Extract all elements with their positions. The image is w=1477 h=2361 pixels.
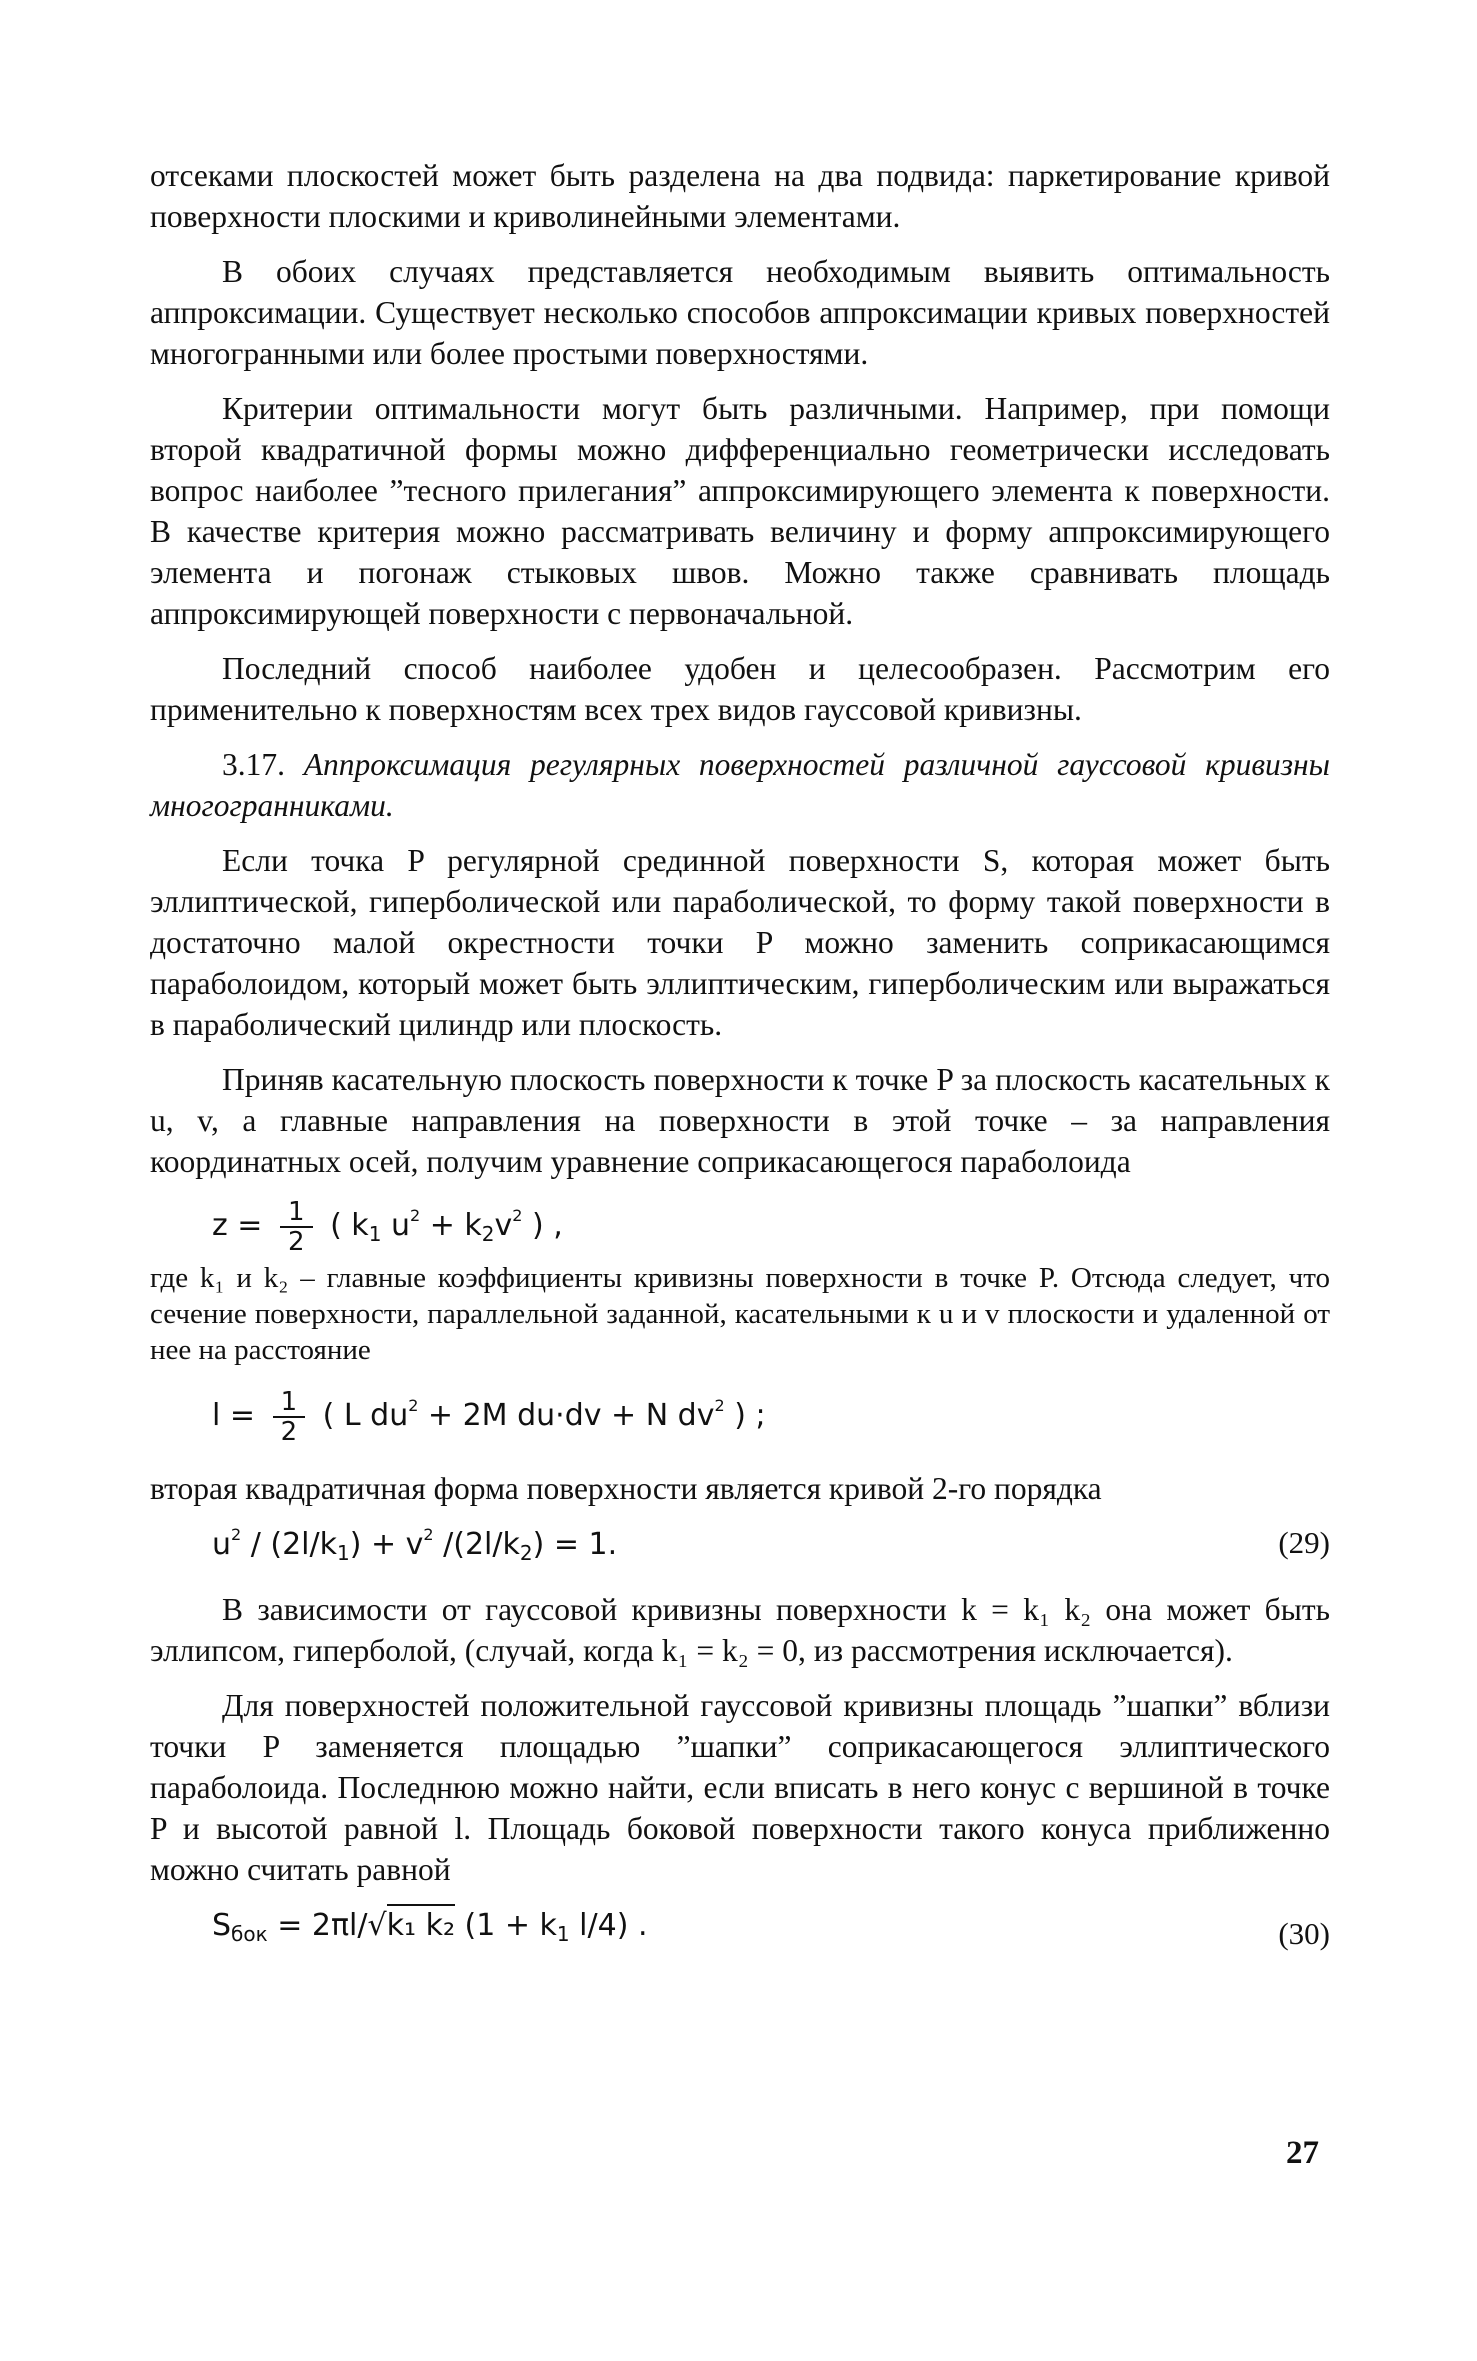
formula-30: $S_{бок} = 2\pi l/√k_1$ k₂ ($1 + k_1$ l/4) . (30) (150, 1906, 1330, 1966)
paragraph-1: отсеками плоскостей может быть разделена на два подвида: паркетирование кривой поверхности плоскими и криволинейными элементами. (150, 158, 1330, 234)
paragraph-2: В обоих случаях представляется необходимым выявить оптимальность аппроксимации. Существует несколько способов аппроксимации кривых поверхностей многогранными или более простыми поверхностями. (150, 254, 1330, 371)
text-column (150, 155, 1330, 1966)
equation-number-30: (30) (1278, 1916, 1330, 1951)
paragraph-9: В зависимости от гауссовой кривизны поверхности k = k₁ k₂ она может быть эллипсом, гиперболой, (случай, когда k₁ = k₂ = 0, из рассмотрения исключается). (150, 1592, 1330, 1668)
section-title: Аппроксимация регулярных поверхностей различной гауссовой кривизны многогранниками. (150, 747, 1331, 823)
formula-29: $u^2 / (2l/k_1) + v^2$ $/(2l/k_2) = 1$. (29) (212, 1525, 1330, 1565)
paragraph-5: Если точка P регулярной срединной поверхности S, которая может быть эллиптической, гиперболической или параболической, то форму такой поверхности в достаточно малой окрестности точки P можно заменить соприкасающимся параболоидом, который может быть эллиптическим, гиперболическим или выражаться в параболический цилиндр или плоскость. (150, 843, 1330, 1042)
section-heading (150, 744, 1330, 826)
paragraph-4: Последний способ наиболее удобен и целесообразен. Рассмотрим его применительно к поверхностям всех трех видов гауссовой кривизны. (150, 651, 1330, 727)
fraction-half: $\frac{1}{2}$ (280, 1198, 313, 1256)
paragraph-3: Критерии оптимальности могут быть различными. Например, при помощи второй квадратичной формы можно дифференциально геометрически исследовать вопрос наиболее ”тесного прилегания” аппроксимирующего элемента к поверхности. В качестве критерия можно рассматривать величину и форму аппроксимирующего элемента и погонаж стыковых швов. Можно также сравнивать площадь аппроксимирующей поверхности с первоначальной. (150, 391, 1330, 631)
paragraph-10: Для поверхностей положительной гауссовой кривизны площадь ”шапки” вблизи точки P заменяется площадью ”шапки” соприкасающегося эллиптического параболоида. Последнюю можно найти, если вписать в него конус с вершиной в точке P и высотой равной l. Площадь боковой поверхности такого конуса приближенно можно считать равной (150, 1688, 1330, 1887)
fraction-half-2: $\frac{1}{2}$ (273, 1388, 306, 1446)
equation-number-29: (29) (1278, 1525, 1330, 1560)
page-number: 27 (1286, 2135, 1319, 2171)
paragraph-6: Приняв касательную плоскость поверхности к точке P за плоскость касательных к u, v, а главные направления на поверхности в этой точке – за направления координатных осей, получим уравнение соприкасающегося параболоида (150, 1062, 1330, 1179)
paragraph-7: где k₁ и k₂ – главные коэффициенты кривизны поверхности в точке P. Отсюда следует, что сечение поверхности, параллельной заданной, касательными к u и v плоскости и удаленной от нее на расстояние (150, 1262, 1330, 1366)
section-number: 3.17. (222, 747, 285, 782)
paragraph-8: вторая квадратичная форма поверхности является кривой 2-го порядка (150, 1471, 1102, 1506)
formula-paraboloid: z = $\frac{1}{2}$ ( $k_1$ $u^2 + k_2v^2$ ) , (212, 1196, 563, 1257)
formula-distance: l = $\frac{1}{2}$ ( L $du^2 + 2M$ du·dv + N $dv^2$ ) ; (212, 1386, 766, 1447)
